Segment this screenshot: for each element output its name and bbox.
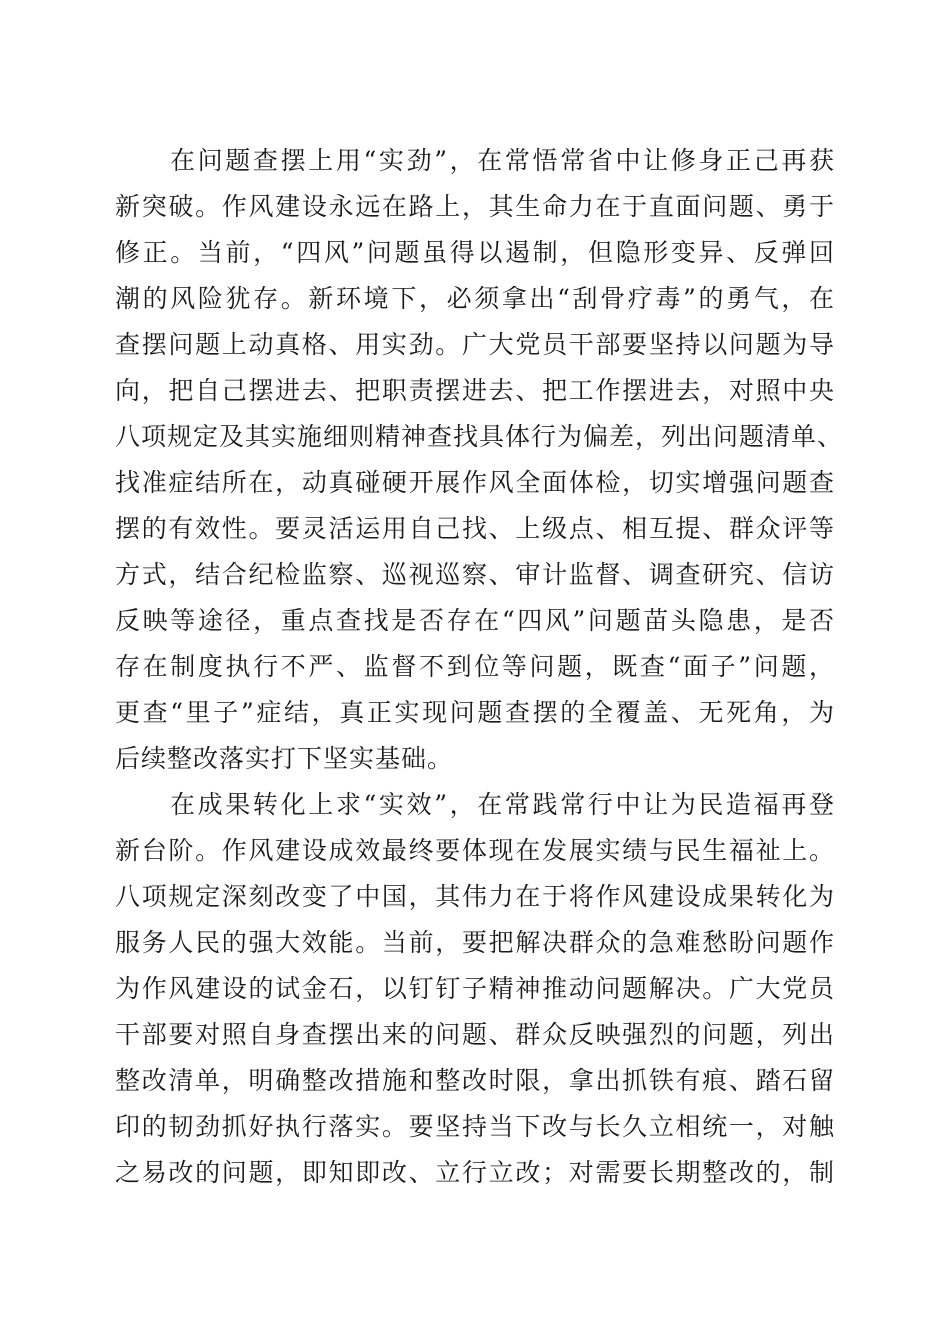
paragraph-line: 在成果转化上求“实效”，在常践常行中让为民造福再登 bbox=[170, 790, 835, 819]
paragraph-line: 存在制度执行不严、监督不到位等问题，既查“面子”问题， bbox=[115, 652, 835, 681]
paragraph-line: 摆的有效性。要灵活运用自己找、上级点、相互提、群众评等 bbox=[115, 514, 835, 543]
paragraph-line: 新突破。作风建设永远在路上，其生命力在于直面问题、勇于 bbox=[115, 192, 835, 221]
paragraph-line: 查摆问题上动真格、用实劲。广大党员干部要坚持以问题为导 bbox=[115, 330, 835, 359]
paragraph-line: 新台阶。作风建设成效最终要体现在发展实绩与民生福祉上。 bbox=[115, 836, 835, 865]
paragraph-line: 修正。当前，“四风”问题虽得以遏制，但隐形变异、反弹回 bbox=[115, 238, 835, 267]
paragraph-line: 更查“里子”症结，真正实现问题查摆的全覆盖、无死角，为 bbox=[115, 698, 835, 727]
paragraph-line: 向，把自己摆进去、把职责摆进去、把工作摆进去，对照中央 bbox=[115, 376, 835, 405]
paragraph-line: 反映等途径，重点查找是否存在“四风”问题苗头隐患，是否 bbox=[115, 606, 835, 635]
paragraph-1 bbox=[115, 138, 844, 782]
paragraph-line: 服务人民的强大效能。当前，要把解决群众的急难愁盼问题作 bbox=[115, 928, 835, 957]
paragraph-line: 八项规定深刻改变了中国，其伟力在于将作风建设成果转化为 bbox=[115, 882, 835, 911]
paragraph-2 bbox=[115, 782, 835, 1196]
paragraph-line: 方式，结合纪检监察、巡视巡察、审计监督、调查研究、信访 bbox=[115, 560, 835, 589]
paragraph-line: 找准症结所在，动真碰硬开展作风全面体检，切实增强问题查 bbox=[115, 468, 835, 497]
paragraph-line: 后续整改落实打下坚实基础。 bbox=[115, 744, 454, 773]
paragraph-line: 在问题查摆上用“实劲”，在常悟常省中让修身正己再获 bbox=[170, 146, 835, 175]
document-body bbox=[115, 138, 844, 1196]
paragraph-line: 之易改的问题，即知即改、立行立改；对需要长期整改的，制 bbox=[115, 1158, 835, 1187]
paragraph-line: 整改清单，明确整改措施和整改时限，拿出抓铁有痕、踏石留 bbox=[115, 1066, 835, 1095]
paragraph-line: 印的韧劲抓好执行落实。要坚持当下改与长久立相统一，对触 bbox=[115, 1112, 835, 1141]
paragraph-line: 八项规定及其实施细则精神查找具体行为偏差，列出问题清单、 bbox=[115, 422, 844, 451]
paragraph-line: 为作风建设的试金石，以钉钉子精神推动问题解决。广大党员 bbox=[115, 974, 835, 1003]
paragraph-line: 潮的风险犹存。新环境下，必须拿出“刮骨疗毒”的勇气，在 bbox=[115, 284, 835, 313]
paragraph-line: 干部要对照自身查摆出来的问题、群众反映强烈的问题，列出 bbox=[115, 1020, 835, 1049]
